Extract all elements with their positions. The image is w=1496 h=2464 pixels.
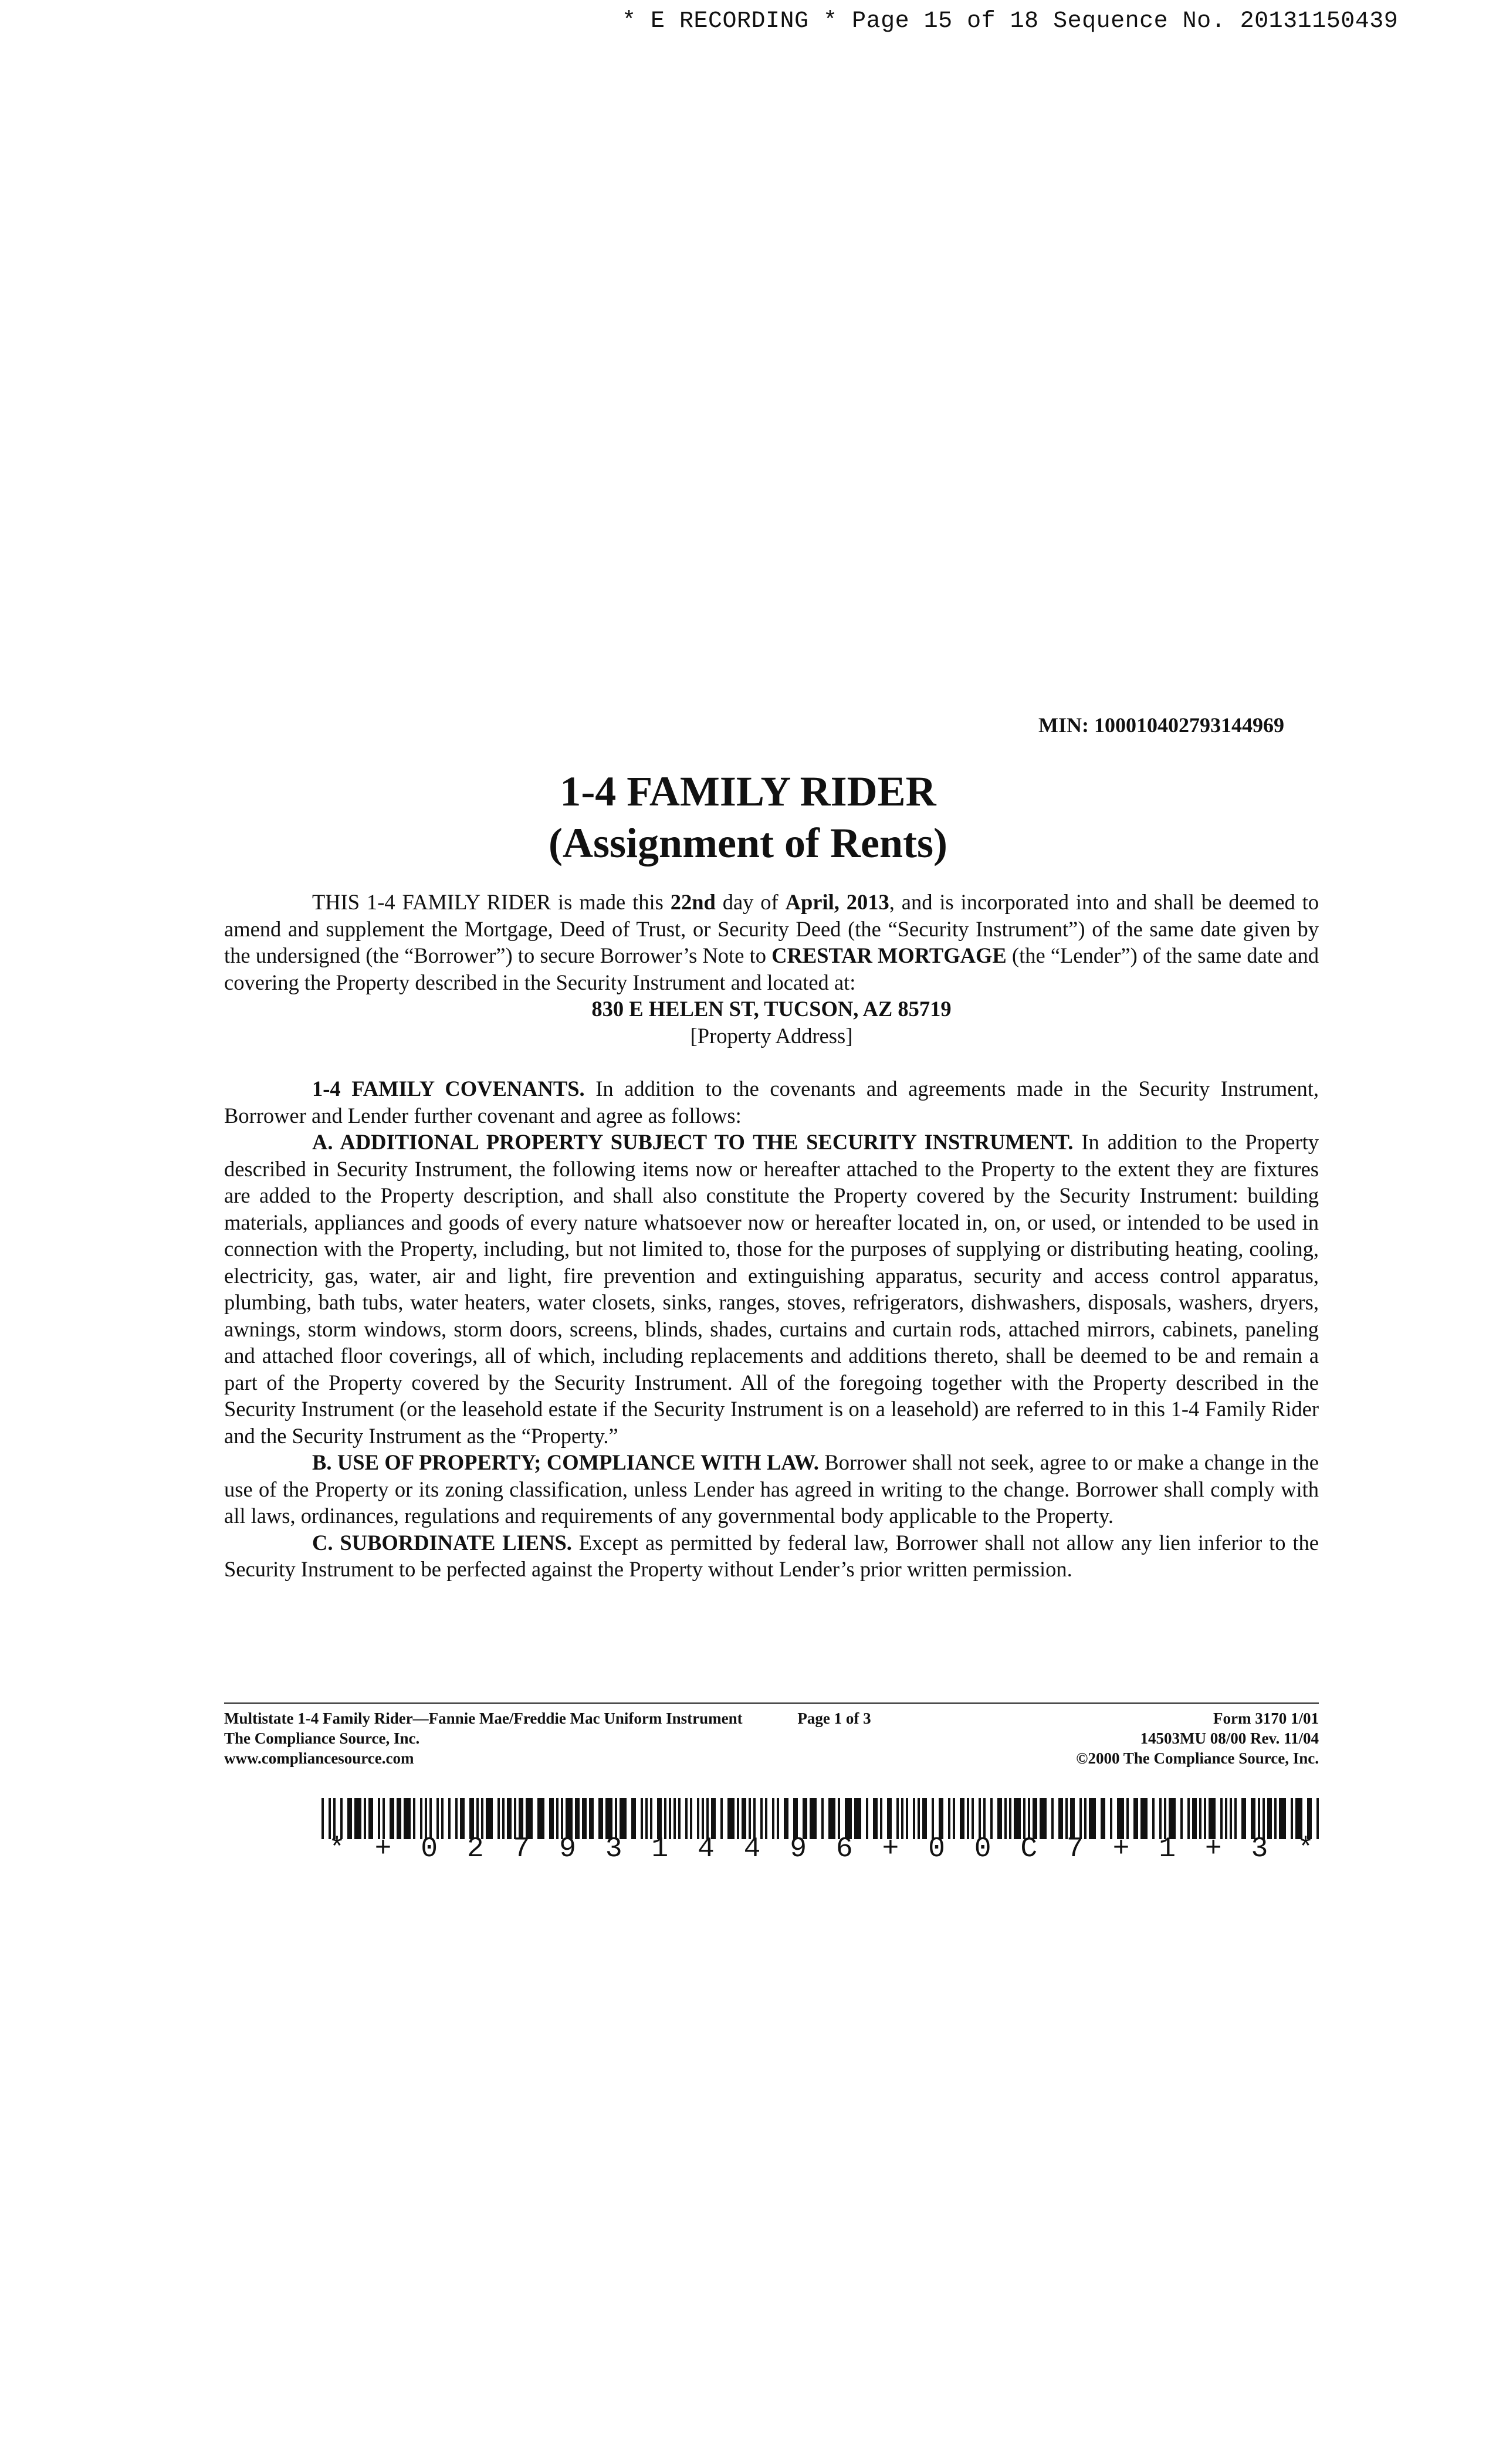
barcode-char: 1 [1159,1833,1176,1865]
title-line-2: (Assignment of Rents) [549,820,947,867]
footer-form-number: Form 3170 1/01 [1213,1710,1319,1727]
barcode-char: + [1112,1833,1130,1865]
property-address-label: [Property Address] [690,1023,853,1048]
section-c-heading: C. SUBORDINATE LIENS. [312,1530,572,1555]
property-address: 830 E HELEN ST, TUCSON, AZ 85719 [591,997,952,1021]
intro-text-2: day of [715,890,786,914]
rider-body [224,889,1319,1583]
title-line-1: 1-4 FAMILY RIDER [560,768,936,815]
section-b-heading: B. USE OF PROPERTY; COMPLIANCE WITH LAW. [312,1450,819,1474]
barcode-char: 2 [466,1833,484,1865]
covenants-heading: 1-4 FAMILY COVENANTS. [312,1077,585,1101]
barcode-char: 0 [421,1833,438,1865]
section-c-text: Except as permitted by federal law, Borrower shall not allow any lien inferior to the Security Instrument to be perfected against the Property without Lender’s prior written permission. [224,1530,1319,1581]
rider-day: 22nd [670,890,716,914]
barcode-text [329,1833,1314,1865]
barcode-char: 4 [698,1833,715,1865]
min-number: MIN: 100010402793144969 [1038,713,1284,737]
barcode-char: 6 [835,1833,853,1865]
barcode-char: + [882,1833,899,1865]
intro-paragraph [224,889,1319,996]
barcode-bar [1316,1798,1319,1839]
barcode-char: * [329,1833,346,1865]
section-a [224,1129,1319,1449]
barcode-char: 4 [743,1833,761,1865]
barcode-char: * [1297,1833,1314,1865]
section-b [224,1449,1319,1529]
footer-divider [224,1703,1319,1704]
footer-website: www.compliancesource.com [224,1749,414,1767]
covenants-text: In addition to the covenants and agreements made in the Security Instrument, Borrower and Lender further covenant and agree as follows: [224,1077,1319,1128]
page-footer [224,1708,1319,1785]
document-title [0,766,1496,869]
section-a-text: In addition to the Property described in Security Instrument, the following items now or hereafter attached to the Property to the extent they are fixtures are added to the Property description, and shall also constitute the Property covered by the Security Instrument: building materials, appliances and goods of every nature whatsoever now or hereafter located in, on, or used, or intended to be used in connection with the Property, including, but not limited to, those for the purposes of supplying or distributing heating, cooling, electricity, gas, water, air and light, fire prevention and extinguishing apparatus, security and access control apparatus, plumbing, bath tubs, water heaters, water closets, sinks, ranges, stoves, refrigerators, dishwashers, disposals, washers, dryers, awnings, storm windows, storm doors, screens, blinds, shades, curtains and curtain rods, attached mirrors, cabinets, paneling and attached floor coverings, all of which, including replacements and additions thereto, shall be deemed to be and remain a part of the Property covered by the Security Instrument. All of the foregoing together with the Property described in the Security Instrument (or the leasehold estate if the Security Instrument is on a leasehold) are referred to in this 1-4 Family Rider and the Security Instrument as the “Property.” [224,1130,1319,1448]
section-a-heading: A. ADDITIONAL PROPERTY SUBJECT TO THE SECURITY INSTRUMENT. [312,1130,1074,1154]
section-c [224,1529,1319,1583]
footer-right [908,1708,1319,1768]
barcode-char: 0 [928,1833,945,1865]
barcode-char: 9 [559,1833,576,1865]
barcode-char: C [1020,1833,1038,1865]
intro-text-3: , and is incorporated into and shall be deemed to amend and supplement the Mortgage, Deed of Trust, or Security Deed (the “Security Instrument”) of the same date given by the undersigned (the “Borrower”) to secure Borrower’s Note to [224,890,1319,967]
intro-text-1: THIS 1-4 FAMILY RIDER is made this [312,890,671,914]
rider-date: April, 2013 [785,890,889,914]
footer-page-number: Page 1 of 3 [797,1710,871,1727]
barcode-bar [321,1798,324,1839]
footer-form-name: Multistate 1-4 Family Rider—Fannie Mae/Freddie Mac Uniform Instrument [224,1710,743,1727]
barcode-char: 7 [1067,1833,1084,1865]
section-b-text: Borrower shall not seek, agree to or make a change in the use of the Property or its zoning classification, unless Lender has agreed in writing to the change. Borrower shall comply with all laws, ordinances, regulations and requirements of any governmental body applicable to the Property. [224,1450,1319,1528]
barcode-char: 7 [513,1833,530,1865]
barcode-char: 3 [605,1833,622,1865]
barcode-char: 0 [974,1833,991,1865]
barcode-char: 1 [651,1833,669,1865]
footer-company: The Compliance Source, Inc. [224,1729,420,1747]
intro-text-4: (the “Lender”) of the same date and covering the Property described in the Security Instrument and located at: [224,943,1319,994]
barcode-char: + [1204,1833,1222,1865]
barcode-char: + [374,1833,392,1865]
barcode-char: 3 [1251,1833,1268,1865]
covenants-paragraph [224,1075,1319,1129]
footer-copyright: ©2000 The Compliance Source, Inc. [1076,1749,1319,1767]
lender-name: CRESTAR MORTGAGE [771,943,1007,967]
recording-header: * E RECORDING * Page 15 of 18 Sequence No. 20131150439 [622,8,1399,35]
footer-revision: 14503MU 08/00 Rev. 11/04 [1140,1729,1319,1747]
barcode-char: 9 [790,1833,807,1865]
